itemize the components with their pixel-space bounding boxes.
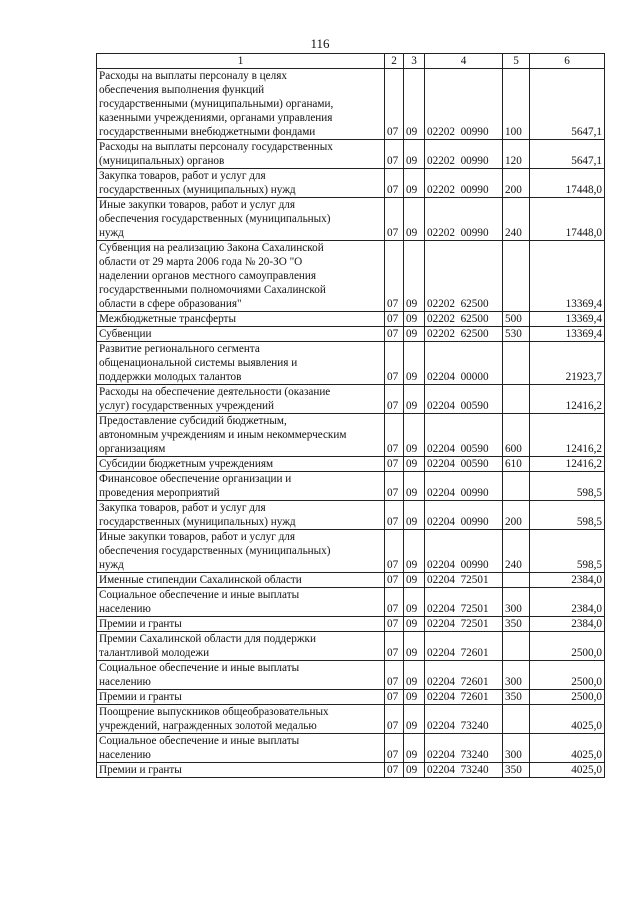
row-section: 07 [385, 312, 404, 327]
row-subsection: 09 [404, 573, 425, 588]
row-expense-type: 240 [503, 530, 530, 573]
row-subsection: 09 [404, 530, 425, 573]
row-amount: 13369,4 [530, 327, 605, 342]
row-amount: 12416,2 [530, 385, 605, 414]
row-target-article: 02204 73240 [425, 705, 503, 734]
table-row [97, 457, 605, 472]
row-subsection: 09 [404, 632, 425, 661]
row-target-article: 02204 72601 [425, 661, 503, 690]
row-name: Расходы на выплаты персоналу в целях обеспечения выполнения функций государственными (муниципальными) органами, казенными учреждениями, органами управления государственными внебюджетными фондами [97, 69, 385, 140]
row-target-article: 02204 72601 [425, 690, 503, 705]
row-name: Субвенции [97, 327, 385, 342]
row-section: 07 [385, 530, 404, 573]
row-expense-type: 240 [503, 198, 530, 241]
table-row [97, 632, 605, 661]
row-section: 07 [385, 617, 404, 632]
row-amount: 598,5 [530, 501, 605, 530]
row-target-article: 02204 00590 [425, 457, 503, 472]
row-expense-type: 350 [503, 763, 530, 778]
row-expense-type [503, 472, 530, 501]
row-expense-type: 200 [503, 169, 530, 198]
row-amount: 2384,0 [530, 573, 605, 588]
row-subsection: 09 [404, 312, 425, 327]
row-name: Предоставление субсидий бюджетным, автономным учреждениям и иным некоммерческим организациям [97, 414, 385, 457]
row-subsection: 09 [404, 617, 425, 632]
row-amount: 598,5 [530, 530, 605, 573]
row-subsection: 09 [404, 588, 425, 617]
row-amount: 5647,1 [530, 140, 605, 169]
row-name: Расходы на выплаты персоналу государственных (муниципальных) органов [97, 140, 385, 169]
row-name: Поощрение выпускников общеобразовательных учреждений, награжденных золотой медалью [97, 705, 385, 734]
row-expense-type: 300 [503, 588, 530, 617]
row-target-article: 02204 00590 [425, 385, 503, 414]
row-section: 07 [385, 588, 404, 617]
row-subsection: 09 [404, 763, 425, 778]
row-name: Развитие регионального сегмента общенациональной системы выявления и поддержки молодых талантов [97, 342, 385, 385]
column-header-section: 2 [385, 54, 404, 69]
row-name: Закупка товаров, работ и услуг для государственных (муниципальных) нужд [97, 501, 385, 530]
row-section: 07 [385, 169, 404, 198]
row-subsection: 09 [404, 385, 425, 414]
table-row [97, 763, 605, 778]
table-row [97, 169, 605, 198]
row-section: 07 [385, 385, 404, 414]
row-section: 07 [385, 472, 404, 501]
row-subsection: 09 [404, 198, 425, 241]
row-section: 07 [385, 690, 404, 705]
row-expense-type: 100 [503, 69, 530, 140]
row-section: 07 [385, 327, 404, 342]
table-row [97, 734, 605, 763]
table-row [97, 501, 605, 530]
row-subsection: 09 [404, 501, 425, 530]
row-section: 07 [385, 69, 404, 140]
row-subsection: 09 [404, 241, 425, 312]
row-target-article: 02202 62500 [425, 312, 503, 327]
table-row [97, 588, 605, 617]
row-section: 07 [385, 661, 404, 690]
row-expense-type [503, 705, 530, 734]
row-expense-type [503, 573, 530, 588]
row-name: Иные закупки товаров, работ и услуг для обеспечения государственных (муниципальных) нужд [97, 530, 385, 573]
row-target-article: 02204 73240 [425, 763, 503, 778]
row-section: 07 [385, 501, 404, 530]
row-name: Расходы на обеспечение деятельности (оказание услуг) государственных учреждений [97, 385, 385, 414]
row-expense-type [503, 342, 530, 385]
row-target-article: 02204 73240 [425, 734, 503, 763]
row-target-article: 02204 72501 [425, 617, 503, 632]
row-name: Премии Сахалинской области для поддержки талантливой молодежи [97, 632, 385, 661]
page-number: 116 [310, 36, 330, 51]
table-row [97, 661, 605, 690]
row-name: Закупка товаров, работ и услуг для государственных (муниципальных) нужд [97, 169, 385, 198]
row-amount: 12416,2 [530, 414, 605, 457]
table-row [97, 617, 605, 632]
row-expense-type: 120 [503, 140, 530, 169]
row-name: Социальное обеспечение и иные выплаты населению [97, 661, 385, 690]
row-subsection: 09 [404, 140, 425, 169]
row-name: Межбюджетные трансферты [97, 312, 385, 327]
row-expense-type: 350 [503, 617, 530, 632]
header-row [97, 54, 605, 69]
row-section: 07 [385, 573, 404, 588]
row-section: 07 [385, 241, 404, 312]
row-target-article: 02204 00000 [425, 342, 503, 385]
row-target-article: 02202 00990 [425, 198, 503, 241]
row-subsection: 09 [404, 69, 425, 140]
row-amount: 2500,0 [530, 661, 605, 690]
table-row [97, 705, 605, 734]
row-name: Социальное обеспечение и иные выплаты населению [97, 588, 385, 617]
row-amount: 12416,2 [530, 457, 605, 472]
column-header-target-article: 4 [425, 54, 503, 69]
row-target-article: 02202 00990 [425, 140, 503, 169]
row-section: 07 [385, 763, 404, 778]
row-amount: 13369,4 [530, 312, 605, 327]
row-target-article: 02202 00990 [425, 69, 503, 140]
row-amount: 2500,0 [530, 632, 605, 661]
row-subsection: 09 [404, 327, 425, 342]
row-amount: 4025,0 [530, 734, 605, 763]
row-expense-type: 530 [503, 327, 530, 342]
row-target-article: 02204 72501 [425, 588, 503, 617]
row-amount: 4025,0 [530, 705, 605, 734]
row-section: 07 [385, 342, 404, 385]
table-row [97, 69, 605, 140]
row-subsection: 09 [404, 169, 425, 198]
row-subsection: 09 [404, 342, 425, 385]
table-row [97, 414, 605, 457]
table-row [97, 241, 605, 312]
table-row [97, 573, 605, 588]
column-header-subsection: 3 [404, 54, 425, 69]
row-expense-type: 350 [503, 690, 530, 705]
row-subsection: 09 [404, 690, 425, 705]
row-amount: 598,5 [530, 472, 605, 501]
row-amount: 17448,0 [530, 169, 605, 198]
row-amount: 17448,0 [530, 198, 605, 241]
row-target-article: 02202 62500 [425, 327, 503, 342]
row-subsection: 09 [404, 414, 425, 457]
row-subsection: 09 [404, 705, 425, 734]
row-amount: 21923,7 [530, 342, 605, 385]
table-row [97, 140, 605, 169]
row-section: 07 [385, 734, 404, 763]
row-expense-type [503, 632, 530, 661]
row-name: Премии и гранты [97, 690, 385, 705]
table-row [97, 342, 605, 385]
row-name: Премии и гранты [97, 763, 385, 778]
row-expense-type [503, 241, 530, 312]
row-name: Субвенция на реализацию Закона Сахалинской области от 29 марта 2006 года № 20-ЗО "О наделении органов местного самоуправления государственными полномочиями Сахалинской области в сфере образования" [97, 241, 385, 312]
row-expense-type: 610 [503, 457, 530, 472]
row-amount: 13369,4 [530, 241, 605, 312]
row-amount: 2384,0 [530, 617, 605, 632]
row-target-article: 02204 00990 [425, 530, 503, 573]
row-expense-type: 300 [503, 661, 530, 690]
table-row [97, 327, 605, 342]
table-row [97, 472, 605, 501]
row-subsection: 09 [404, 457, 425, 472]
row-name: Именные стипендии Сахалинской области [97, 573, 385, 588]
table-row [97, 690, 605, 705]
row-section: 07 [385, 705, 404, 734]
table-row [97, 530, 605, 573]
row-section: 07 [385, 414, 404, 457]
table-row [97, 385, 605, 414]
row-name: Финансовое обеспечение организации и проведения мероприятий [97, 472, 385, 501]
row-expense-type: 600 [503, 414, 530, 457]
row-subsection: 09 [404, 734, 425, 763]
column-header-name: 1 [97, 54, 385, 69]
row-amount: 5647,1 [530, 69, 605, 140]
table-row [97, 312, 605, 327]
row-target-article: 02204 00990 [425, 472, 503, 501]
row-amount: 2500,0 [530, 690, 605, 705]
row-subsection: 09 [404, 472, 425, 501]
row-name: Социальное обеспечение и иные выплаты населению [97, 734, 385, 763]
row-expense-type [503, 385, 530, 414]
row-target-article: 02204 00590 [425, 414, 503, 457]
row-section: 07 [385, 140, 404, 169]
row-target-article: 02202 00990 [425, 169, 503, 198]
row-amount: 4025,0 [530, 763, 605, 778]
row-amount: 2384,0 [530, 588, 605, 617]
row-section: 07 [385, 457, 404, 472]
row-target-article: 02202 62500 [425, 241, 503, 312]
row-expense-type: 500 [503, 312, 530, 327]
row-subsection: 09 [404, 661, 425, 690]
row-section: 07 [385, 198, 404, 241]
row-target-article: 02204 72501 [425, 573, 503, 588]
row-target-article: 02204 00990 [425, 501, 503, 530]
row-name: Премии и гранты [97, 617, 385, 632]
row-expense-type: 300 [503, 734, 530, 763]
column-header-amount: 6 [530, 54, 605, 69]
row-target-article: 02204 72601 [425, 632, 503, 661]
row-name: Иные закупки товаров, работ и услуг для обеспечения государственных (муниципальных) нужд [97, 198, 385, 241]
budget-table [96, 53, 605, 778]
table-row [97, 198, 605, 241]
row-name: Субсидии бюджетным учреждениям [97, 457, 385, 472]
row-expense-type: 200 [503, 501, 530, 530]
column-header-expense-type: 5 [503, 54, 530, 69]
row-section: 07 [385, 632, 404, 661]
